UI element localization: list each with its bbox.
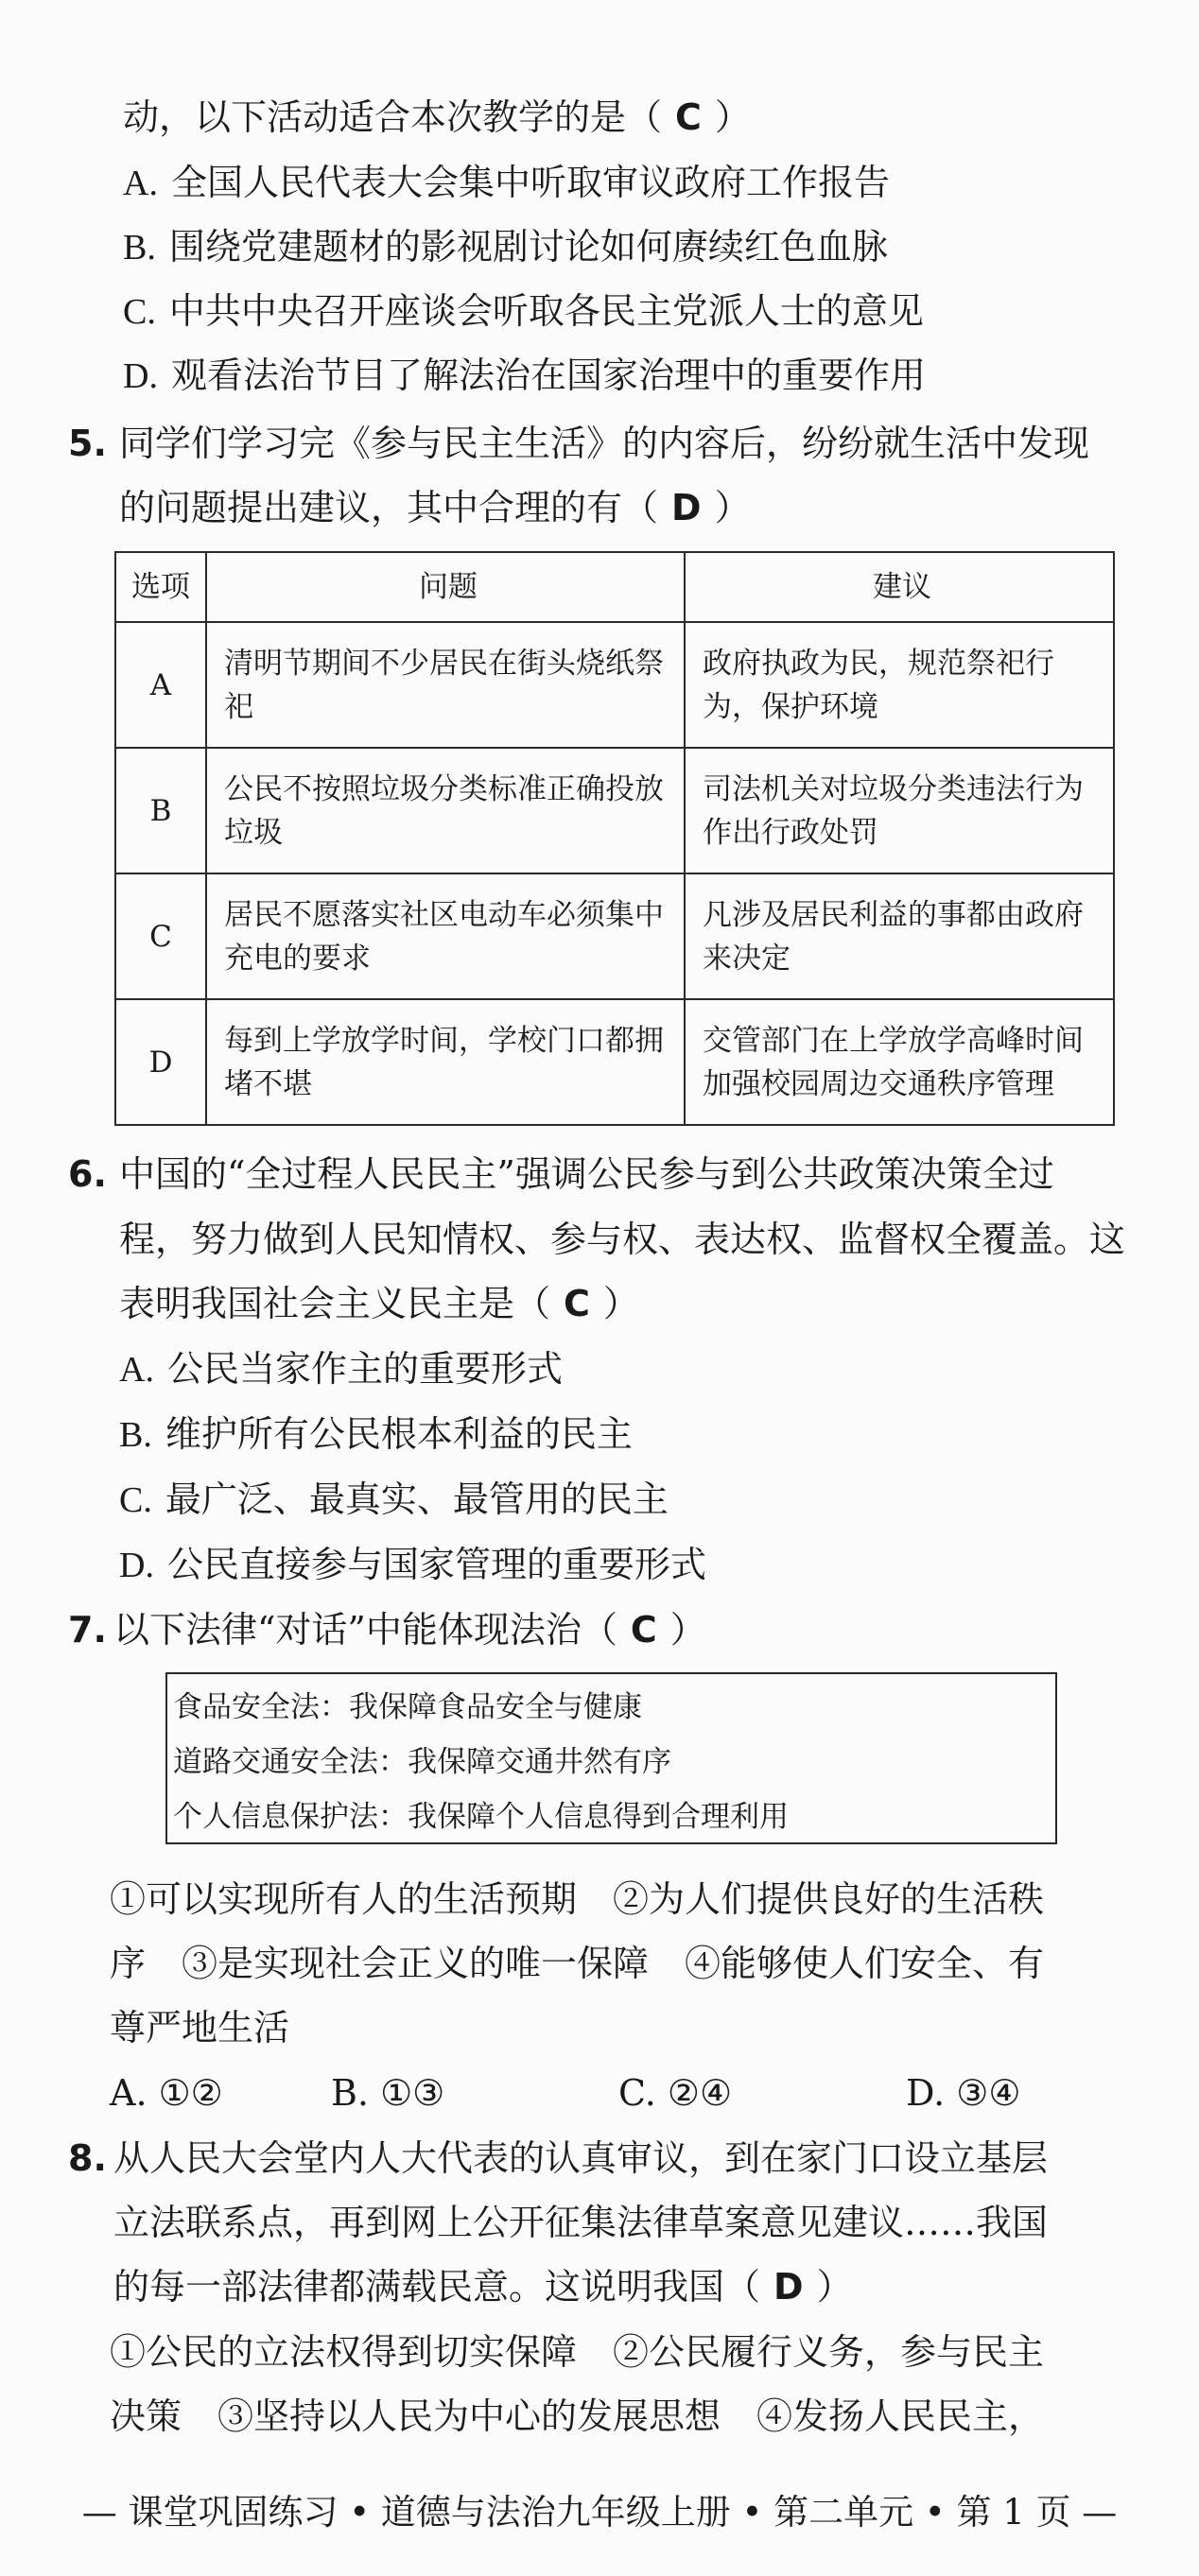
q4-stem (123, 95, 751, 140)
q7-choice-a: A. ①② (110, 2072, 223, 2114)
option-text: 维护所有公民根本利益的民主 (165, 1413, 633, 1455)
cell-text: 凡涉及居民利益的事都由政府来决定 (703, 897, 1084, 976)
q6-number: 6. (68, 1153, 107, 1195)
table-cell-advice (685, 873, 1114, 999)
table-cell-advice (685, 999, 1114, 1125)
dialogue-line: 食品安全法：我保障食品安全与健康 (173, 1690, 642, 1724)
table-header-row (115, 552, 1114, 622)
q8-answer: D (773, 2266, 804, 2308)
q6-answer: C (564, 1283, 590, 1324)
option-letter: D. (119, 1546, 154, 1585)
q5-stem-text: 的问题提出建议，其中合理的有（ (119, 487, 659, 528)
option-text: 围绕党建题材的影视剧讨论如何赓续红色血脉 (168, 226, 888, 268)
page-footer: — 课堂巩固练习 • 道德与法治九年级上册 • 第二单元 • 第 1 页 — (81, 2492, 1118, 2533)
cell-text: 交管部门在上学放学高峰时间加强校园周边交通秩序管理 (703, 1023, 1084, 1101)
option-text: 观看法治节目了解法治在国家治理中的重要作用 (170, 354, 926, 396)
q7-choice-c: C. ②④ (618, 2072, 733, 2114)
q6-option-a (119, 1346, 563, 1392)
q7-choice-b: B. ①③ (331, 2072, 445, 2114)
q8-statements-line2: 决策 ③坚持以人民为中心的发展思想 ④发扬人民民主， (110, 2395, 1045, 2437)
dialogue-line: 道路交通安全法：我保障交通井然有序 (173, 1745, 671, 1779)
q8-statements-line1: ①公民的立法权得到切实保障 ②公民履行义务，参与民主 (110, 2331, 1045, 2373)
q6-stem-close: ） (602, 1283, 639, 1324)
option-text: 公民直接参与国家管理的重要形式 (166, 1544, 706, 1585)
option-text: 中共中央召开座谈会听取各民主党派人士的意见 (168, 290, 924, 332)
table-cell-problem (206, 748, 685, 873)
cell-text: 每到上学放学时间，学校门口都拥堵不堪 (224, 1023, 664, 1101)
table-cell-option: B (115, 748, 206, 873)
cell-text: 居民不愿落实社区电动车必须集中充电的要求 (224, 897, 664, 976)
option-text: 最广泛、最真实、最管用的民主 (165, 1478, 669, 1520)
q8-stem-line2: 立法联系点，再到网上公开征集法律草案意见建议……我国 (113, 2202, 1049, 2243)
cell-text: 公民不按照垃圾分类标准正确投放垃圾 (224, 771, 664, 850)
q7-stem-close: ） (669, 1609, 706, 1651)
q7-statements-line2: 序 ③是实现社会正义的唯一保障 ④能够使人们安全、有 (110, 1943, 1045, 1984)
table-cell-problem (206, 873, 685, 999)
table-cell-advice (685, 622, 1114, 748)
dialogue-line: 个人信息保护法：我保障个人信息得到合理利用 (173, 1800, 789, 1834)
table-cell-problem (206, 999, 685, 1125)
table-cell-option: C (115, 873, 206, 999)
option-letter: C. (123, 292, 156, 332)
q7-stem (113, 1607, 706, 1652)
table-cell-advice (685, 748, 1114, 873)
q4-option-d (123, 353, 926, 399)
q5-table (114, 551, 1115, 1126)
option-text: 全国人民代表大会集中听取审议政府工作报告 (170, 162, 890, 203)
q4-answer: C (675, 96, 702, 138)
table-cell-option: D (115, 999, 206, 1125)
q7-stem-text: 以下法律“对话”中能体现法治（ (113, 1609, 617, 1651)
table-header: 问题 (206, 552, 685, 622)
q6-stem-line2: 程，努力做到人民知情权、参与权、表达权、监督权全覆盖。这 (119, 1219, 1126, 1260)
q4-option-c (123, 288, 924, 335)
q5-stem-close: ） (714, 487, 751, 528)
option-letter: A. (119, 1350, 154, 1390)
q4-stem-close: ） (714, 96, 751, 138)
q6-option-c (119, 1477, 669, 1523)
q7-answer: C (630, 1609, 657, 1651)
q7-number: 7. (68, 1609, 107, 1651)
law-dialogue-box (165, 1672, 1057, 1844)
option-text: 公民当家作主的重要形式 (166, 1348, 563, 1390)
q8-stem-line1: 从人民大会堂内人大代表的认真审议，到在家门口设立基层 (113, 2137, 1049, 2179)
q7-choice-d: D. ③④ (906, 2072, 1021, 2114)
table-cell-problem (206, 622, 685, 748)
q5-answer: D (671, 487, 702, 528)
table-header: 选项 (115, 552, 206, 622)
table-header: 建议 (685, 552, 1114, 622)
cell-text: 司法机关对垃圾分类违法行为作出行政处罚 (703, 771, 1084, 850)
q5-stem-line2 (119, 485, 751, 530)
table-row (115, 622, 1114, 748)
cell-text: 政府执政为民，规范祭祀行为，保护环境 (703, 646, 1054, 724)
q4-stem-text: 动，以下活动适合本次教学的是（ (123, 96, 663, 138)
option-letter: B. (119, 1415, 152, 1455)
q5-stem-line1: 同学们学习完《参与民主生活》的内容后，纷纷就生活中发现 (119, 423, 1090, 464)
q6-stem-line1: 中国的“全过程人民民主”强调公民参与到公共政策决策全过 (119, 1153, 1054, 1195)
q6-option-b (119, 1411, 633, 1458)
option-letter: B. (123, 228, 156, 268)
q4-option-b (123, 224, 888, 270)
option-letter: A. (123, 164, 158, 203)
q4-option-a (123, 160, 890, 206)
table-row (115, 748, 1114, 873)
q6-stem-text: 表明我国社会主义民主是（ (119, 1283, 551, 1324)
q8-stem-close: ） (816, 2266, 853, 2308)
table-row (115, 999, 1114, 1125)
table-row (115, 873, 1114, 999)
q8-number: 8. (68, 2137, 107, 2179)
q7-statements-line3: 尊严地生活 (110, 2007, 290, 2049)
option-letter: C. (119, 1480, 152, 1520)
q8-stem-line3 (113, 2264, 853, 2309)
q6-stem-line3 (119, 1281, 639, 1326)
q7-statements-line1: ①可以实现所有人的生活预期 ②为人们提供良好的生活秩 (110, 1878, 1045, 1920)
q6-option-d (119, 1542, 706, 1588)
option-letter: D. (123, 356, 158, 396)
table-cell-option: A (115, 622, 206, 748)
cell-text: 清明节期间不少居民在街头烧纸祭祀 (224, 646, 664, 724)
q5-number: 5. (68, 423, 107, 464)
q8-stem-text: 的每一部法律都满载民意。这说明我国（ (113, 2266, 761, 2308)
